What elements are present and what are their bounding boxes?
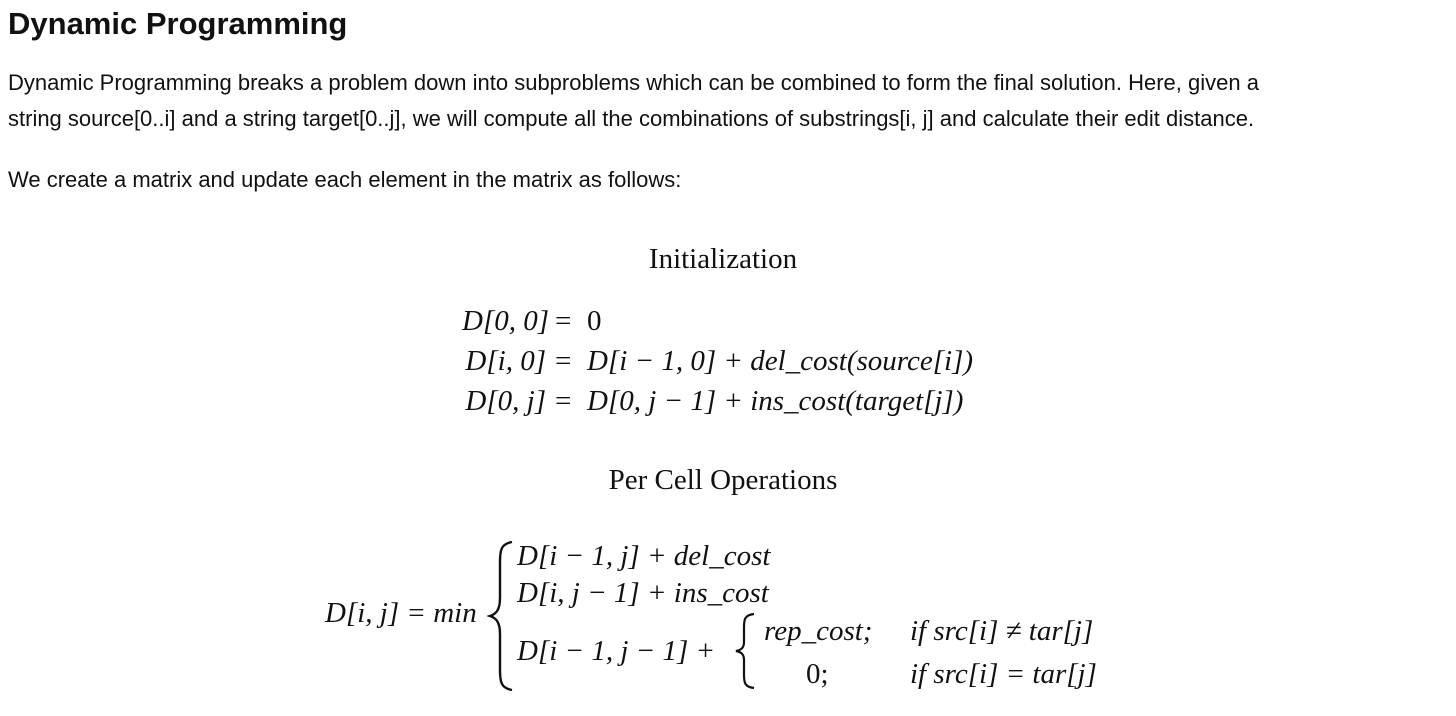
sub-case-zero-condition: if src[i] = tar[j] (910, 658, 1097, 690)
sub-case-rep-condition: if src[i] ≠ tar[j] (910, 615, 1094, 647)
case-delete: D[i − 1, j] + del_cost (517, 540, 771, 572)
intro-line-2: string source[0..i] and a string target[0..j], we will compute all the combinations of substrings[i, j] and calculate their edit distance. (8, 106, 1255, 131)
init-eq-3-equals: = (555, 385, 572, 417)
intro-line-3: We create a matrix and update each element in the matrix as follows: (8, 167, 682, 192)
sub-case-rep-cost: rep_cost; (764, 615, 873, 647)
init-eq-1-rhs: 0 (587, 305, 602, 337)
intro-line-1: Dynamic Programming breaks a problem down into subproblems which can be combined to form the final solution. Here, given a (8, 70, 1259, 95)
init-eq-3-lhs: D[0, j] (465, 385, 546, 417)
case-replace: D[i − 1, j − 1] + (517, 635, 716, 667)
init-eq-2-rhs: D[i − 1, 0] + del_cost(source[i]) (587, 345, 974, 377)
per-cell-lhs: D[i, j] = min (325, 597, 477, 629)
initialization-heading: Initialization (648, 243, 798, 275)
page-title: Dynamic Programming (8, 6, 348, 41)
inner-left-brace-icon (732, 612, 758, 690)
left-brace-icon (486, 540, 516, 692)
init-eq-1-equals: = (555, 305, 572, 337)
init-eq-1-lhs: D[0, 0] (462, 305, 550, 337)
sub-case-zero: 0; (806, 658, 829, 690)
init-eq-2-equals: = (555, 345, 572, 377)
init-eq-2-lhs: D[i, 0] (465, 345, 546, 377)
per-cell-heading: Per Cell Operations (608, 464, 838, 496)
case-insert: D[i, j − 1] + ins_cost (517, 577, 769, 609)
init-eq-3-rhs: D[0, j − 1] + ins_cost(target[j]) (587, 385, 964, 417)
